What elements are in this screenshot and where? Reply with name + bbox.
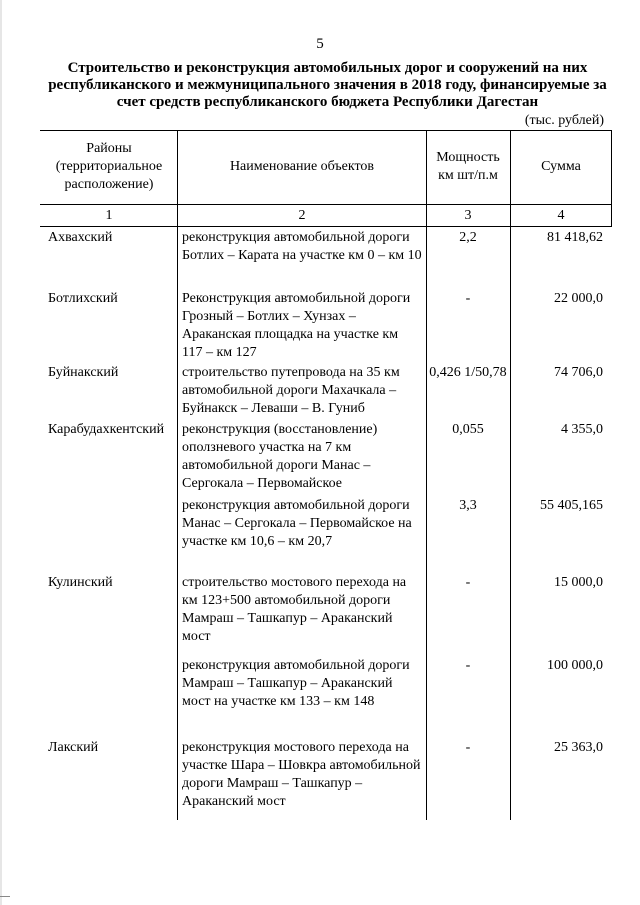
column-numbers-bottom-border bbox=[40, 226, 612, 227]
object-cell: реконструкция мостового перехода на участке Шара – Шовкра автомобильной дороги Мамраш – Ташкапур – Араканский мост bbox=[182, 740, 421, 809]
object-cell: реконструкция (восстановление) оползневого участка на 7 км автомобильной дороги Манас – Сергокала – Первомайское bbox=[182, 422, 378, 491]
district-cell: Лакский bbox=[48, 740, 99, 755]
column-number-4: 4 bbox=[557, 208, 565, 223]
sum-cell: 74 706,0 bbox=[554, 365, 603, 380]
sum-cell: 25 363,0 bbox=[554, 740, 603, 755]
object-cell: строительство путепровода на 35 км автомобильной дороги Махачкала – Буйнакск – Леваши – В. Гуниб bbox=[182, 365, 400, 416]
capacity-cell: - bbox=[465, 658, 471, 673]
scan-mark bbox=[0, 896, 10, 897]
object-cell: реконструкция автомобильной дороги Манас – Сергокала – Первомайское на участке км 10,6 – км 20,7 bbox=[182, 498, 412, 549]
capacity-cell: 0,426 1/50,78 bbox=[429, 365, 507, 380]
header-sum: Сумма bbox=[541, 159, 581, 174]
capacity-cell: 2,2 bbox=[459, 230, 477, 245]
district-cell: Буйнакский bbox=[48, 365, 119, 380]
capacity-cell: - bbox=[465, 575, 471, 590]
header-capacity: Мощность км шт/п.м bbox=[436, 150, 500, 183]
page-number: 5 bbox=[316, 36, 324, 52]
sum-cell: 22 000,0 bbox=[554, 291, 603, 306]
district-cell: Ботлихский bbox=[48, 291, 118, 306]
header-object: Наименование объектов bbox=[229, 159, 375, 174]
column-divider-2 bbox=[426, 130, 427, 820]
capacity-cell: - bbox=[465, 740, 471, 755]
sum-cell: 4 355,0 bbox=[561, 422, 603, 437]
sum-cell: 55 405,165 bbox=[540, 498, 603, 513]
district-cell: Кулинский bbox=[48, 575, 113, 590]
capacity-cell: 3,3 bbox=[459, 498, 477, 513]
district-cell: Ахвахский bbox=[48, 230, 113, 245]
object-cell: Реконструкция автомобильной дороги Грозный – Ботлих – Хунзах – Араканская площадка на участке км 117 – км 127 bbox=[182, 291, 411, 360]
column-number-2: 2 bbox=[298, 208, 306, 223]
table-top-border bbox=[40, 130, 612, 131]
district-cell: Карабудахкентский bbox=[48, 422, 165, 437]
sum-cell: 100 000,0 bbox=[547, 658, 603, 673]
column-number-3: 3 bbox=[464, 208, 472, 223]
header-bottom-border bbox=[40, 204, 612, 205]
object-cell: реконструкция автомобильной дороги Мамраш – Ташкапур – Араканский мост на участке км 133 – км 148 bbox=[182, 658, 410, 709]
capacity-cell: - bbox=[465, 291, 471, 306]
object-cell: реконструкция автомобильной дороги Ботлих – Карата на участке км 0 – км 10 bbox=[182, 230, 422, 263]
scan-edge bbox=[0, 0, 2, 905]
sum-cell: 15 000,0 bbox=[554, 575, 603, 590]
units-note: (тыс. рублей) bbox=[524, 113, 604, 128]
header-district: Районы (территориальное расположение) bbox=[55, 141, 163, 192]
capacity-cell: 0,055 bbox=[452, 422, 484, 437]
sum-cell: 81 418,62 bbox=[547, 230, 603, 245]
table-right-border bbox=[611, 130, 612, 226]
object-cell: строительство мостового перехода на км 123+500 автомобильной дороги Мамраш – Ташкапур – Араканский мост bbox=[182, 575, 407, 644]
document-title: Строительство и реконструкция автомобильных дорог и сооружений на них республиканского и межмуниципального значения в 2018 году, финансируемые за счет средств республиканского бюджета Республики Дагестан bbox=[48, 60, 607, 110]
column-number-1: 1 bbox=[105, 208, 113, 223]
